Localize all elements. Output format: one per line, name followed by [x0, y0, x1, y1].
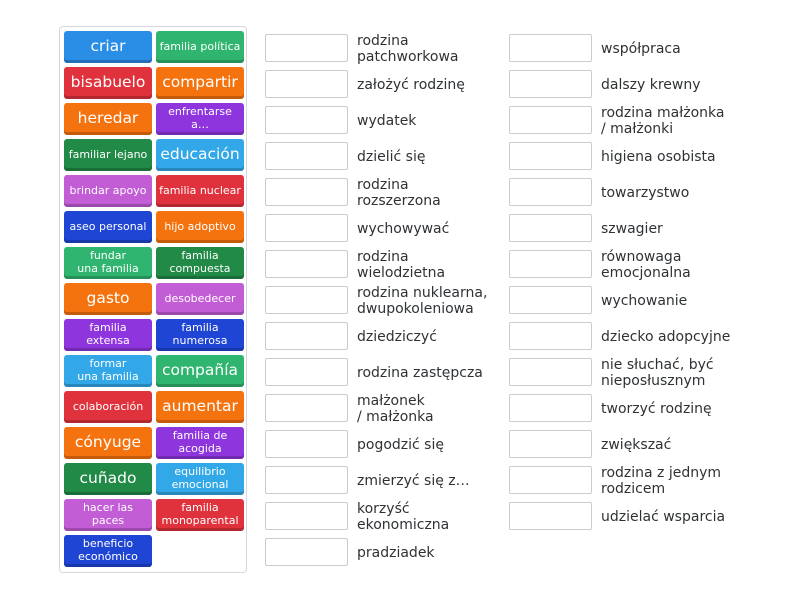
answer-tile[interactable]: beneficio económico [64, 535, 152, 567]
drop-slot[interactable] [509, 106, 592, 134]
match-row [509, 466, 759, 496]
target-label: rodzina z jednym rodzicem [601, 465, 722, 497]
drop-slot[interactable] [265, 214, 348, 242]
drop-slot[interactable] [509, 178, 592, 206]
target-label: nie słuchać, być nieposłusznym [601, 357, 714, 389]
match-row [265, 178, 515, 208]
match-row [265, 106, 515, 136]
answer-tiles-panel [59, 26, 247, 573]
target-label: szwagier [601, 221, 663, 237]
answer-tile[interactable]: equilibrio emocional [156, 463, 244, 495]
match-row [265, 358, 515, 388]
target-label: rodzina wielodzietna [357, 249, 446, 281]
answer-tile[interactable]: aumentar [156, 391, 244, 423]
answer-tile[interactable]: familia compuesta [156, 247, 244, 279]
match-row [509, 358, 759, 388]
drop-slot[interactable] [265, 466, 348, 494]
answer-tiles-grid [64, 31, 244, 567]
match-row [509, 178, 759, 208]
drop-slot[interactable] [265, 286, 348, 314]
match-row [509, 250, 759, 280]
answer-tile[interactable]: familia numerosa [156, 319, 244, 351]
target-label: małżonek / małżonka [357, 393, 434, 425]
answer-tile[interactable]: colaboración [64, 391, 152, 423]
drop-slot[interactable] [265, 34, 348, 62]
target-label: dalszy krewny [601, 77, 701, 93]
target-label: zmierzyć się z… [357, 473, 470, 489]
drop-slot[interactable] [265, 394, 348, 422]
target-label: wydatek [357, 113, 417, 129]
answer-tile[interactable]: familia extensa [64, 319, 152, 351]
match-row [509, 142, 759, 172]
match-row [265, 34, 515, 64]
match-row [265, 70, 515, 100]
answer-tile[interactable]: familia monoparental [156, 499, 244, 531]
drop-slot[interactable] [265, 502, 348, 530]
drop-slot[interactable] [265, 538, 348, 566]
target-label: rodzina nuklearna, dwupokoleniowa [357, 285, 488, 317]
match-row [265, 394, 515, 424]
match-row [509, 286, 759, 316]
target-label: higiena osobista [601, 149, 716, 165]
target-label: rodzina rozszerzona [357, 177, 441, 209]
answer-tile[interactable]: fundar una familia [64, 247, 152, 279]
target-label: współpraca [601, 41, 681, 57]
answer-tile[interactable]: compartir [156, 67, 244, 99]
answer-tile[interactable]: hacer las paces [64, 499, 152, 531]
answer-tile[interactable]: cuñado [64, 463, 152, 495]
drop-slot[interactable] [509, 250, 592, 278]
match-row [265, 250, 515, 280]
target-label: rodzina patchworkowa [357, 33, 459, 65]
target-label: pradziadek [357, 545, 435, 561]
match-row [265, 322, 515, 352]
target-label: rodzina zastępcza [357, 365, 483, 381]
drop-slot[interactable] [509, 466, 592, 494]
target-label: dzielić się [357, 149, 426, 165]
drop-slot[interactable] [265, 178, 348, 206]
drop-slot[interactable] [265, 358, 348, 386]
drop-slot[interactable] [509, 322, 592, 350]
answer-tile[interactable]: aseo personal [64, 211, 152, 243]
drop-slot[interactable] [509, 502, 592, 530]
match-row [265, 430, 515, 460]
drop-slot[interactable] [265, 430, 348, 458]
answer-tile[interactable]: compañía [156, 355, 244, 387]
match-row [509, 70, 759, 100]
drop-slot[interactable] [509, 214, 592, 242]
answer-tile[interactable]: heredar [64, 103, 152, 135]
target-label: zwiększać [601, 437, 672, 453]
answer-tile[interactable]: formar una familia [64, 355, 152, 387]
answer-tile[interactable]: familiar lejano [64, 139, 152, 171]
match-row [265, 466, 515, 496]
answer-tile[interactable]: enfrentarse a… [156, 103, 244, 135]
answer-tile[interactable]: familia de acogida [156, 427, 244, 459]
answer-tile[interactable]: familia política [156, 31, 244, 63]
answer-tile[interactable]: educación [156, 139, 244, 171]
match-row [265, 502, 515, 532]
target-label: wychowywać [357, 221, 450, 237]
match-row [509, 430, 759, 460]
answer-tile[interactable]: desobedecer [156, 283, 244, 315]
match-row [509, 214, 759, 244]
target-label: wychowanie [601, 293, 688, 309]
match-row [509, 34, 759, 64]
target-label: dziedziczyć [357, 329, 437, 345]
target-label: dziecko adopcyjne [601, 329, 731, 345]
match-row [509, 106, 759, 136]
match-row [509, 394, 759, 424]
drop-slot[interactable] [509, 286, 592, 314]
answer-tile[interactable]: brindar apoyo [64, 175, 152, 207]
drop-slot[interactable] [509, 394, 592, 422]
answer-tile[interactable]: criar [64, 31, 152, 63]
target-label: korzyść ekonomiczna [357, 501, 450, 533]
target-label: towarzystwo [601, 185, 690, 201]
match-row [265, 286, 515, 316]
answer-tile[interactable]: familia nuclear [156, 175, 244, 207]
drop-slot[interactable] [509, 34, 592, 62]
answer-tile[interactable]: gasto [64, 283, 152, 315]
target-label: rodzina małżonka / małżonki [601, 105, 725, 137]
drop-slot[interactable] [509, 430, 592, 458]
match-row [509, 322, 759, 352]
drop-slot[interactable] [509, 142, 592, 170]
target-label: udzielać wsparcia [601, 509, 726, 525]
target-label: tworzyć rodzinę [601, 401, 712, 417]
drop-slot[interactable] [509, 358, 592, 386]
answer-tile[interactable]: bisabuelo [64, 67, 152, 99]
drop-slot[interactable] [265, 322, 348, 350]
drop-slot[interactable] [265, 250, 348, 278]
drop-slot[interactable] [265, 106, 348, 134]
drop-slot[interactable] [265, 142, 348, 170]
match-row [265, 142, 515, 172]
target-label: równowaga emocjonalna [601, 249, 691, 281]
drop-slot[interactable] [509, 70, 592, 98]
match-row [265, 538, 515, 568]
target-label: założyć rodzinę [357, 77, 465, 93]
answer-tile[interactable]: cónyuge [64, 427, 152, 459]
match-row [265, 214, 515, 244]
drop-slot[interactable] [265, 70, 348, 98]
match-row [509, 502, 759, 532]
answer-tile[interactable]: hijo adoptivo [156, 211, 244, 243]
target-label: pogodzić się [357, 437, 444, 453]
